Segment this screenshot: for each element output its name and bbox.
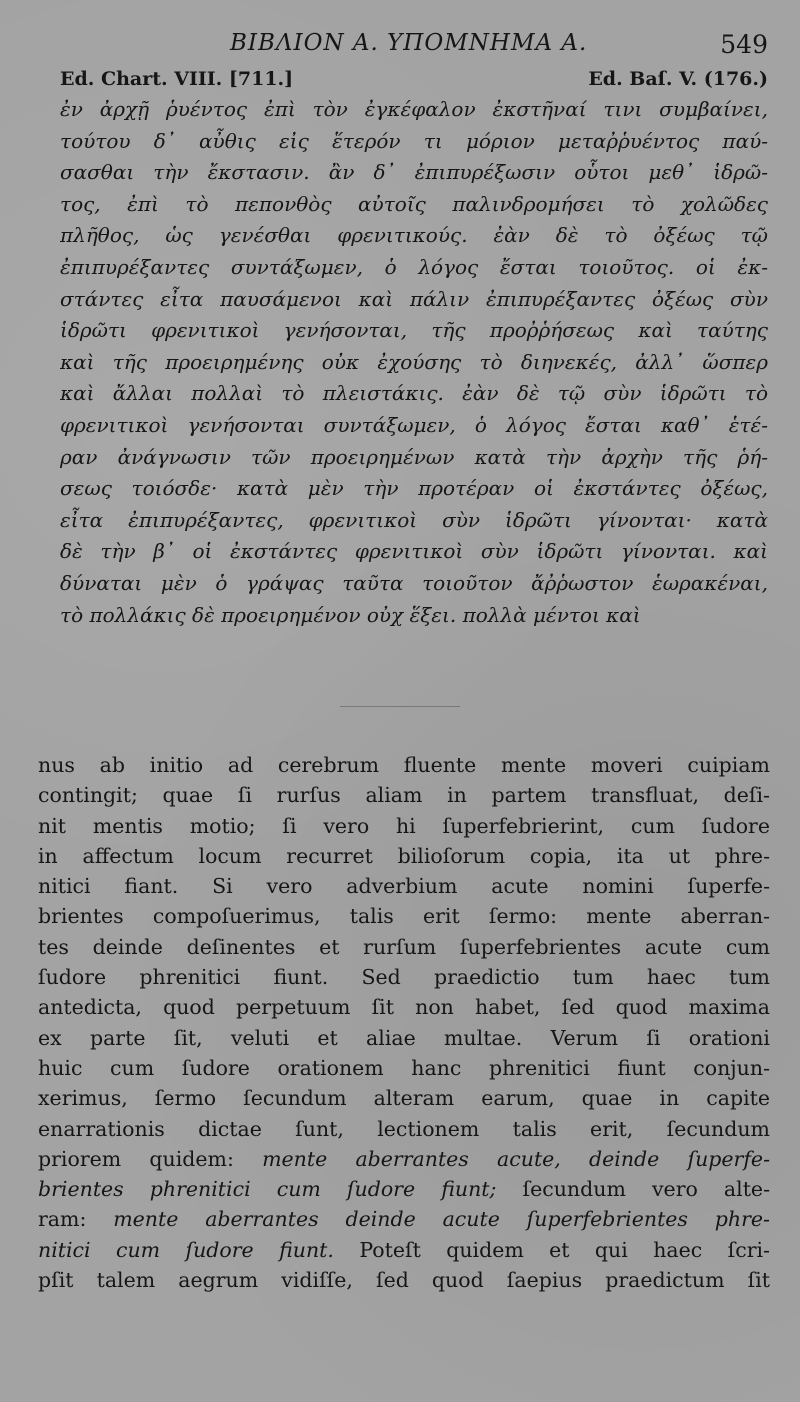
greek-text-line: τούτου δ᾽ αὖθις εἰς ἕτερόν τι μόριον μεταῤῥυέντος παύ- (60, 128, 768, 153)
section-divider (340, 706, 460, 707)
latin-text-line (38, 1023, 770, 1053)
latin-text-line (38, 780, 770, 810)
latin-text-line (38, 1174, 770, 1204)
latin-text-segment: nitici fiant. Si vero adverbium acute nomini ſuperfe- (38, 874, 770, 899)
latin-italic-segment: brientes phrenitici cum ſudore fiunt; (38, 1177, 497, 1202)
edition-chartier-ref: Ed. Chart. VIII. [711.] (60, 68, 294, 90)
greek-text-line: τὸ πολλάκις δὲ προειρημένον οὐχ ἕξει. πολλὰ μέντοι καὶ (60, 602, 641, 627)
latin-italic-segment: mente aberrantes deinde acute ſuperfebrientes phre- (113, 1207, 770, 1232)
latin-text-block (38, 750, 770, 1295)
latin-text-line (38, 992, 770, 1022)
greek-text-line: καὶ ἄλλαι πολλαὶ τὸ πλειστάκις. ἐὰν δὲ τῷ σὺν ἱδρῶτι τὸ (60, 381, 768, 406)
latin-text-segment: nit mentis motio; ſi vero hi ſuperfebrierint, cum ſudore (38, 813, 770, 838)
greek-text-line: ἐπιπυρέξαντες συντάξωμεν, ὁ λόγος ἔσται τοιοῦτος. οἱ ἐκ- (60, 254, 768, 279)
latin-text-segment: in affectum locum recurret bilioſorum copia, ita ut phre- (38, 843, 770, 868)
greek-text-line: ραν ἀνάγνωσιν τῶν προειρημένων κατὰ τὴν ἀρχὴν τῆς ῥή- (60, 444, 768, 469)
greek-text-line: καὶ τῆς προειρημένης οὐκ ἐχούσης τὸ διηνεκές, ἀλλ᾽ ὥσπερ (60, 349, 768, 374)
latin-text-line (38, 871, 770, 901)
greek-text-line: ἱδρῶτι φρενιτικοὶ γενήσονται, τῆς προῤῥήσεως καὶ ταύτης (60, 318, 768, 343)
greek-text-line: δύναται μὲν ὁ γράψας ταῦτα τοιοῦτον ἄῤῥωστον ἑωρακέναι, (60, 570, 768, 595)
latin-text-segment: tes deinde deſinentes et rurſum ſuperfebrientes acute cum (38, 934, 770, 959)
latin-text-segment: ex parte ſit, veluti et aliae multae. Verum ſi orationi (38, 1025, 770, 1050)
greek-text-line: φρενιτικοὶ γενήσονται συντάξωμεν, ὁ λόγος ἔσται καθ᾽ ἑτέ- (60, 412, 768, 437)
greek-text-line: σασθαι τὴν ἔκστασιν. ἂν δ᾽ ἐπιπυρέξωσιν οὗτοι μεθ᾽ ἱδρῶ- (60, 160, 768, 185)
running-title: ΒΙΒΛΙΟΝ Α. ΥΠΟΜΝΗΜΑ Α. (230, 30, 588, 56)
latin-text-line (38, 901, 770, 931)
latin-text-line (38, 932, 770, 962)
latin-text-line (38, 841, 770, 871)
latin-text-line (38, 811, 770, 841)
latin-text-line (38, 1053, 770, 1083)
latin-text-segment: ram: (38, 1207, 114, 1232)
latin-text-segment: huic cum ſudore orationem hanc phrenitici fiunt conjun- (38, 1055, 770, 1080)
latin-text-segment: ſecundum vero alte- (496, 1177, 770, 1202)
latin-text-line (38, 1083, 770, 1113)
latin-text-line (38, 1204, 770, 1234)
greek-text-line: πλῆθος, ὡς γενέσθαι φρενιτικούς. ἐὰν δὲ τὸ ὀξέως τῷ (60, 223, 768, 248)
latin-text-segment: brientes compoſuerimus, talis erit ſermo: mente aberran- (38, 904, 770, 929)
greek-text-line: δὲ τὴν β᾽ οἱ ἐκστάντες φρενιτικοὶ σὺν ἱδρῶτι γίνονται. καὶ (60, 539, 768, 564)
latin-text-segment: antedicta, quod perpetuum ſit non habet, ſed quod maxima (38, 995, 770, 1020)
edition-basel-ref: Ed. Baſ. V. (176.) (588, 68, 768, 90)
latin-text-line (38, 1265, 770, 1295)
latin-text-segment: priorem quidem: (38, 1146, 263, 1171)
greek-text-line: εἶτα ἐπιπυρέξαντες, φρενιτικοὶ σὺν ἱδρῶτι γίνονται· κατὰ (60, 507, 768, 532)
latin-text-line (38, 1114, 770, 1144)
latin-text-segment: contingit; quae ſi rurſus aliam in partem transfluat, deſi- (38, 783, 770, 808)
greek-text-line: τος, ἐπὶ τὸ πεπονθὸς αὐτοῖς παλινδρομήσει τὸ χολῶδες (60, 191, 768, 216)
latin-text-segment: xerimus, ſermo ſecundum alteram earum, quae in capite (38, 1086, 770, 1111)
greek-text-line: ἐν ἀρχῇ ῥυέντος ἐπὶ τὸν ἐγκέφαλον ἐκστῆναί τινι συμβαίνει, (60, 97, 768, 121)
latin-italic-segment: nitici cum ſudore fiunt. (38, 1237, 334, 1262)
latin-text-segment: enarrationis dictae ſunt, lectionem talis erit, ſecundum (38, 1116, 770, 1141)
latin-italic-segment: mente aberrantes acute, deinde ſuperfe- (262, 1146, 770, 1171)
greek-text-block (60, 94, 768, 631)
latin-text-segment: ſudore phrenitici fiunt. Sed praedictio tum haec tum (38, 965, 770, 990)
latin-text-line (38, 1235, 770, 1265)
latin-text-line (38, 750, 770, 780)
latin-text-line (38, 962, 770, 992)
latin-text-line (38, 1144, 770, 1174)
latin-text-segment: pſit talem aegrum vidiſſe, ſed quod ſaepius praedictum ſit (38, 1268, 770, 1293)
greek-text-line: σεως τοιόσδε· κατὰ μὲν τὴν προτέραν οἱ ἐκστάντες ὀξέως, (60, 476, 768, 501)
page-number: 549 (720, 30, 768, 59)
latin-text-segment: Poteſt quidem et qui haec ſcri- (333, 1237, 770, 1262)
latin-text-segment: nus ab initio ad cerebrum fluente mente moveri cuipiam (38, 753, 770, 777)
greek-text-line: στάντες εἶτα παυσάμενοι καὶ πάλιν ἐπιπυρέξαντες ὀξέως σὺν (60, 286, 768, 311)
